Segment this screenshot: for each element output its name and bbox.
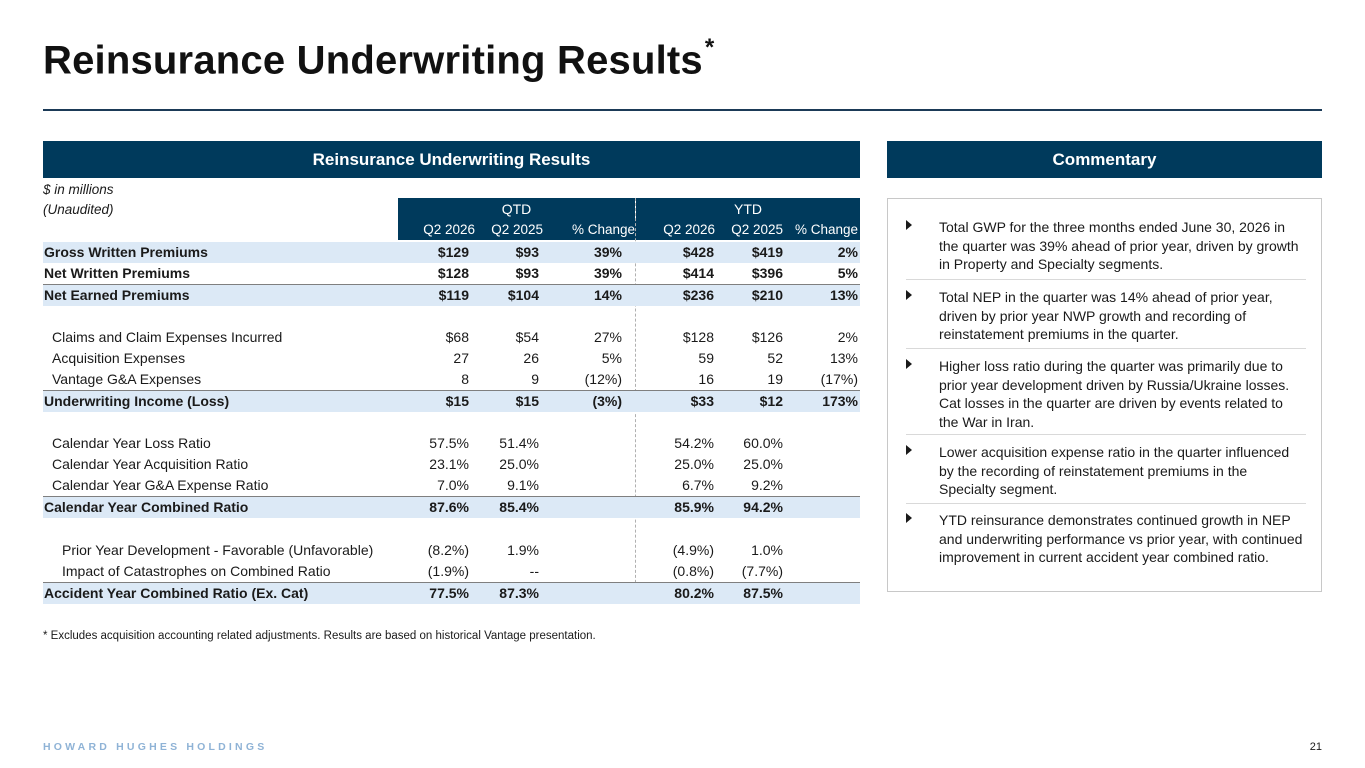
row-label: Claims and Claim Expenses Incurred bbox=[52, 329, 283, 345]
row-value: 9.1% bbox=[507, 477, 539, 493]
row-value bbox=[543, 540, 622, 561]
commentary-divider bbox=[906, 279, 1306, 280]
row-value: (7.7%) bbox=[741, 563, 783, 579]
table-row bbox=[43, 540, 860, 561]
row-label: Accident Year Combined Ratio (Ex. Cat) bbox=[44, 585, 309, 601]
row-value: 59 bbox=[698, 350, 714, 366]
row-value: 19 bbox=[767, 371, 783, 387]
group-header-ytd: YTD bbox=[636, 198, 860, 220]
results-panel-header: Reinsurance Underwriting Results bbox=[43, 141, 860, 178]
row-value bbox=[783, 454, 858, 475]
row-value: $419 bbox=[751, 244, 783, 260]
column-header-qtd-current: Q2 2026 bbox=[398, 220, 475, 240]
row-value: 77.5% bbox=[429, 585, 469, 601]
title-divider bbox=[43, 109, 1322, 111]
unit-note bbox=[43, 180, 114, 220]
row-value: $33 bbox=[690, 393, 714, 409]
row-value: 6.7% bbox=[682, 477, 714, 493]
row-value: $54 bbox=[515, 329, 539, 345]
table-row bbox=[43, 433, 860, 454]
row-label: Calendar Year Acquisition Ratio bbox=[52, 456, 249, 472]
table-row bbox=[43, 263, 860, 284]
row-value: 57.5% bbox=[429, 435, 469, 451]
table-row bbox=[43, 242, 860, 263]
row-value: 85.9% bbox=[674, 499, 714, 515]
row-value: $414 bbox=[682, 265, 714, 281]
row-value: 85.4% bbox=[499, 499, 539, 515]
row-label: Net Written Premiums bbox=[44, 265, 190, 281]
row-value: 14% bbox=[593, 287, 622, 303]
table-row bbox=[43, 348, 860, 369]
column-header-ytd-current: Q2 2026 bbox=[635, 220, 715, 240]
row-value: 2% bbox=[837, 329, 858, 345]
row-value: 1.9% bbox=[507, 542, 539, 558]
row-label: Impact of Catastrophes on Combined Ratio bbox=[62, 563, 331, 579]
row-value: $15 bbox=[515, 393, 539, 409]
row-value: $15 bbox=[445, 393, 469, 409]
table-row bbox=[43, 475, 860, 496]
row-value: $396 bbox=[751, 265, 783, 281]
row-value: 27% bbox=[593, 329, 622, 345]
row-value: $104 bbox=[507, 287, 539, 303]
row-label: Vantage G&A Expenses bbox=[52, 371, 202, 387]
row-value: 54.2% bbox=[674, 435, 714, 451]
table-row bbox=[43, 284, 860, 306]
row-value: 25.0% bbox=[674, 456, 714, 472]
row-value: (17%) bbox=[820, 371, 858, 387]
bullet-arrow-icon bbox=[906, 220, 912, 230]
row-label: Acquisition Expenses bbox=[52, 350, 186, 366]
row-value: 9.2% bbox=[751, 477, 783, 493]
row-value: 13% bbox=[829, 287, 858, 303]
row-value: $68 bbox=[445, 329, 469, 345]
row-value: -- bbox=[529, 563, 539, 579]
commentary-panel-header: Commentary bbox=[887, 141, 1322, 178]
row-value: 39% bbox=[593, 265, 622, 281]
row-label: Underwriting Income (Loss) bbox=[44, 393, 230, 409]
page-title bbox=[43, 34, 715, 83]
row-value: $93 bbox=[515, 244, 539, 260]
row-value: 9 bbox=[531, 371, 539, 387]
column-header-qtd-prior: Q2 2025 bbox=[475, 220, 543, 240]
page-title-text: Reinsurance Underwriting Results bbox=[43, 38, 703, 83]
column-header-ytd-prior: Q2 2025 bbox=[715, 220, 783, 240]
commentary-box bbox=[887, 198, 1322, 592]
row-value: 7.0% bbox=[437, 477, 469, 493]
row-value: (1.9%) bbox=[427, 563, 469, 579]
column-header-qtd-change: % Change bbox=[543, 220, 635, 240]
row-label: Calendar Year Loss Ratio bbox=[52, 435, 211, 451]
row-value: 173% bbox=[822, 393, 858, 409]
commentary-text: Total GWP for the three months ended June 30, 2026 in the quarter was 39% ahead of prior year, driven by growth in Property and Specialty segments. bbox=[939, 219, 1299, 272]
unit-note-unaudited: (Unaudited) bbox=[43, 202, 114, 217]
title-footnote-mark: * bbox=[704, 34, 715, 61]
row-value: $129 bbox=[437, 244, 469, 260]
table-row bbox=[43, 369, 860, 390]
row-value: 5% bbox=[837, 265, 858, 281]
row-value: $128 bbox=[682, 329, 714, 345]
row-value bbox=[543, 454, 622, 475]
brand-wordmark: HOWARD HUGHES HOLDINGS bbox=[43, 741, 268, 753]
row-value: 60.0% bbox=[743, 435, 783, 451]
row-label: Calendar Year G&A Expense Ratio bbox=[52, 477, 269, 493]
row-value bbox=[783, 433, 858, 454]
table-row bbox=[43, 561, 860, 582]
row-value bbox=[543, 433, 622, 454]
table-row bbox=[43, 582, 860, 604]
commentary-divider bbox=[906, 348, 1306, 349]
table-row bbox=[43, 496, 860, 518]
commentary-text: Higher loss ratio during the quarter was primarily due to prior year development driven by Russia/Ukraine losses. Cat losses in the quarter are driven by events related to the War in Iran. bbox=[939, 358, 1290, 430]
row-value bbox=[543, 497, 622, 518]
row-value bbox=[783, 475, 858, 496]
row-value: 87.3% bbox=[499, 585, 539, 601]
page-number: 21 bbox=[1309, 741, 1322, 753]
row-label: Prior Year Development - Favorable (Unfavorable) bbox=[62, 542, 374, 558]
bullet-arrow-icon bbox=[906, 445, 912, 455]
table-row bbox=[43, 390, 860, 412]
row-value: (8.2%) bbox=[427, 542, 469, 558]
row-value: 8 bbox=[461, 371, 469, 387]
row-value bbox=[543, 475, 622, 496]
bullet-arrow-icon bbox=[906, 359, 912, 369]
row-value: 2% bbox=[837, 244, 858, 260]
row-value: $428 bbox=[682, 244, 714, 260]
row-value: $12 bbox=[759, 393, 783, 409]
row-value: (4.9%) bbox=[672, 542, 714, 558]
row-value: (12%) bbox=[584, 371, 622, 387]
table-row bbox=[43, 327, 860, 348]
bullet-arrow-icon bbox=[906, 513, 912, 523]
row-value: 13% bbox=[829, 350, 858, 366]
group-header-qtd: QTD bbox=[398, 198, 635, 220]
row-value: 87.6% bbox=[429, 499, 469, 515]
row-label: Net Earned Premiums bbox=[44, 287, 190, 303]
row-value: $210 bbox=[751, 287, 783, 303]
row-value: 39% bbox=[593, 244, 622, 260]
row-value: 94.2% bbox=[743, 499, 783, 515]
footnote: * Excludes acquisition accounting related adjustments. Results are based on historical Vantage presentation. bbox=[43, 630, 596, 642]
row-value: 16 bbox=[698, 371, 714, 387]
row-value: (3%) bbox=[592, 393, 622, 409]
commentary-text: Lower acquisition expense ratio in the quarter influenced by the recording of reinstatement premiums in the Specialty segment. bbox=[939, 444, 1290, 497]
row-value bbox=[783, 561, 858, 582]
row-label: Gross Written Premiums bbox=[44, 244, 208, 260]
table-row bbox=[43, 454, 860, 475]
commentary-divider bbox=[906, 434, 1306, 435]
row-value: 25.0% bbox=[743, 456, 783, 472]
row-value bbox=[783, 497, 858, 518]
row-value bbox=[783, 583, 858, 604]
row-value: (0.8%) bbox=[672, 563, 714, 579]
commentary-text: Total NEP in the quarter was 14% ahead of prior year, driven by prior year NWP growth and recording of reinstatement premiums in the quarter. bbox=[939, 289, 1273, 342]
row-value: 23.1% bbox=[429, 456, 469, 472]
row-value: 52 bbox=[767, 350, 783, 366]
row-value: 27 bbox=[453, 350, 469, 366]
row-value: 51.4% bbox=[499, 435, 539, 451]
commentary-text: YTD reinsurance demonstrates continued growth in NEP and underwriting performance vs prior year, with continued improvement in current accident year combined ratio. bbox=[939, 512, 1303, 565]
row-value: $119 bbox=[438, 287, 469, 303]
row-value: 25.0% bbox=[499, 456, 539, 472]
row-value bbox=[543, 561, 622, 582]
row-value: $128 bbox=[437, 265, 469, 281]
row-value: 1.0% bbox=[751, 542, 783, 558]
row-value: 80.2% bbox=[674, 585, 714, 601]
row-value: 26 bbox=[523, 350, 539, 366]
commentary-divider bbox=[906, 503, 1306, 504]
column-header-ytd-change: % Change bbox=[783, 220, 860, 240]
row-value: $93 bbox=[515, 265, 539, 281]
row-value: 5% bbox=[601, 350, 622, 366]
row-value: $126 bbox=[751, 329, 783, 345]
row-value bbox=[783, 540, 858, 561]
unit-note-millions: $ in millions bbox=[43, 182, 114, 197]
row-label: Calendar Year Combined Ratio bbox=[44, 499, 249, 515]
row-value: $236 bbox=[682, 287, 714, 303]
row-value bbox=[543, 583, 622, 604]
bullet-arrow-icon bbox=[906, 290, 912, 300]
row-value: 87.5% bbox=[743, 585, 783, 601]
